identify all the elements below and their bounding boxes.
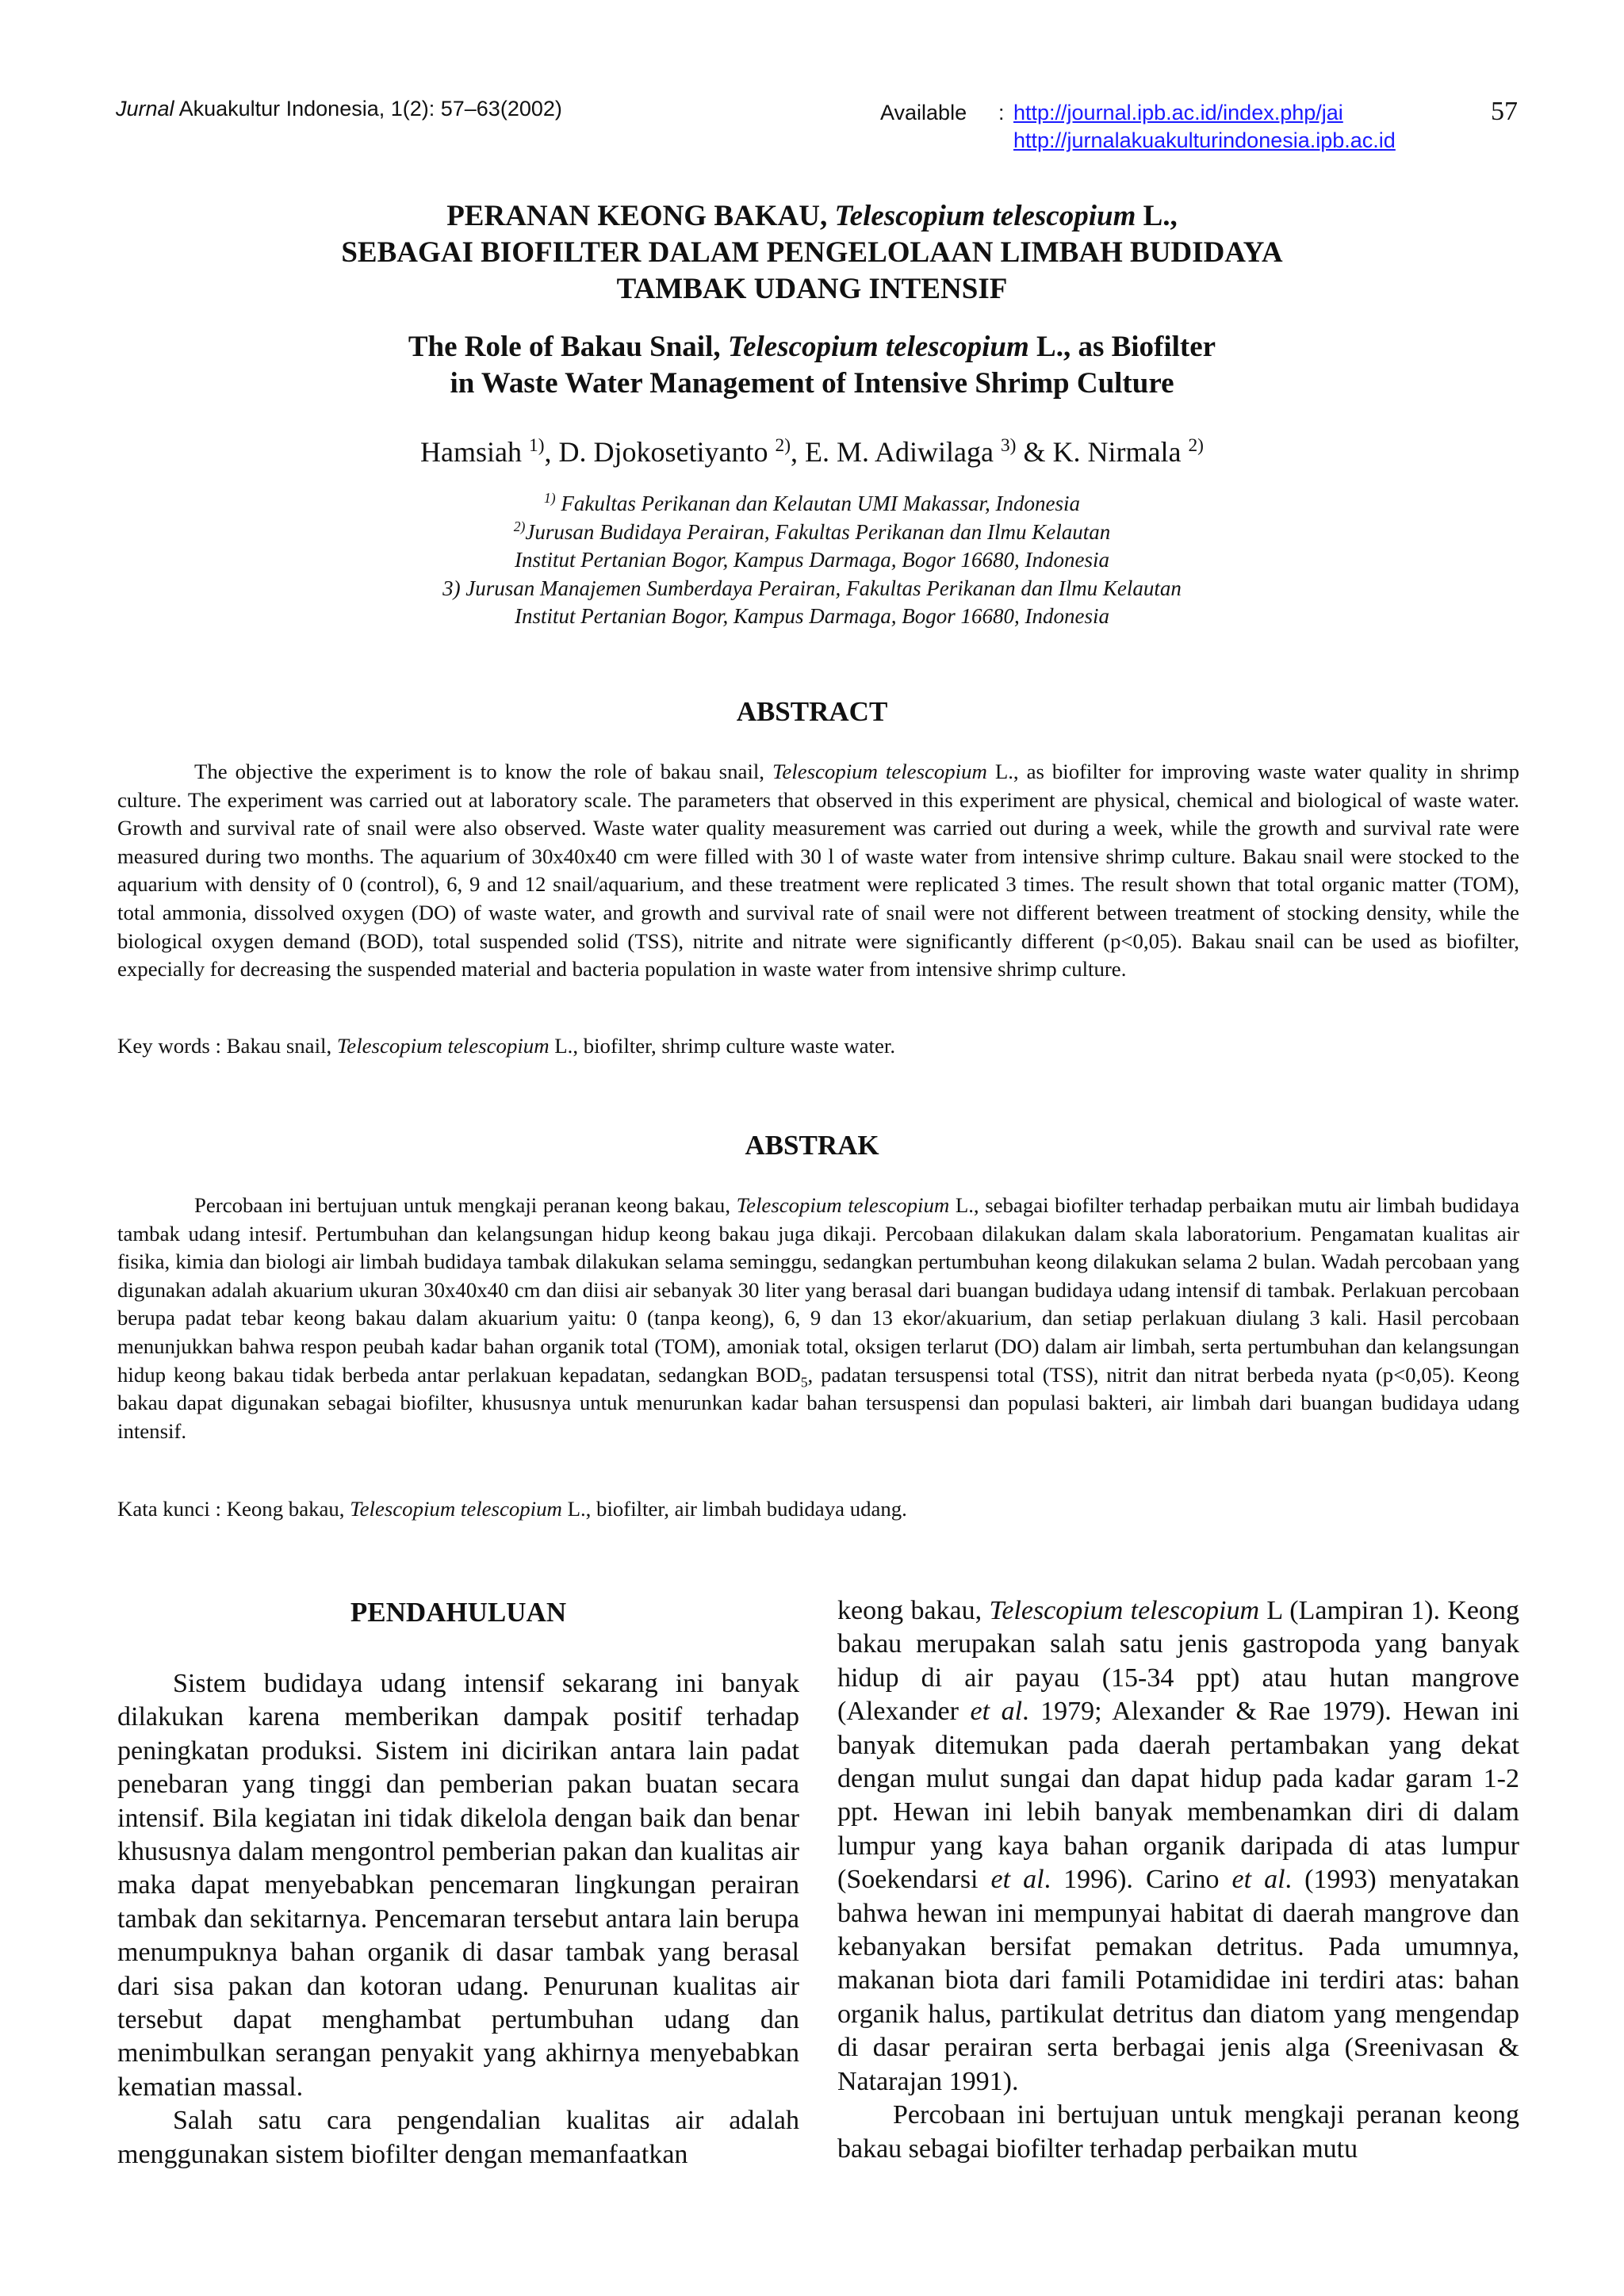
keywords: Key words : Bakau snail, Telescopium telescopium L., biofilter, shrimp culture waste water. bbox=[117, 1034, 896, 1058]
available-colon: : bbox=[998, 101, 1005, 124]
available-label: Available bbox=[880, 101, 967, 124]
affiliation-2: $^{2)}$Jurusan Budidaya Perairan, Fakultas Perikanan dan Ilmu Kelautan bbox=[513, 518, 1111, 544]
journal-ref: Akuakultur Indonesia, 1(2): 57–63(2002) bbox=[178, 97, 562, 121]
affiliation-3: 3) Jurusan Manajemen Sumberdaya Perairan, Fakultas Perikanan dan Ilmu Kelautan bbox=[442, 576, 1182, 600]
journal-link-primary[interactable]: http://journal.ipb.ac.id/index.php/jai bbox=[1013, 101, 1343, 124]
affiliation-1: $^{1)}$ Fakultas Perikanan dan Kelautan UMI Makassar, Indonesia bbox=[543, 490, 1081, 515]
species-name: Telescopium telescopium bbox=[834, 200, 1136, 232]
right-column bbox=[837, 1594, 1519, 2166]
journal-link-secondary[interactable]: http://jurnalakuakulturindonesia.ipb.ac.id bbox=[1013, 128, 1396, 152]
intro-paragraph-objective: Percobaan ini bertujuan untuk mengkaji peranan keong bakau sebagai biofilter terhadap perbaikan mutu bbox=[837, 2100, 1519, 2164]
abstrak-heading: ABSTRAK bbox=[745, 1130, 879, 1161]
pendahuluan-heading: PENDAHULUAN bbox=[350, 1597, 567, 1628]
abstrak-text: Percobaan ini bertujuan untuk mengkaji peranan keong bakau, Telescopium telescopium L., sebagai biofilter terhadap perbaikan mutu air limbah budidaya tambak udang intesif. Pertumbuhan dan kelangsungan hidup keong bakau juga dikaji. Percobaan dilakukan dalam skala laboratorium. Pengamatan kualitas air fisika, kimia dan biologi air limbah budidaya tambak dilakukan selama seminggu, sedangkan pertumbuhan keong dilakukan selama 2 bulan. Wadah percobaan yang digunakan adalah akuarium ukuran 30x40x40 cm dan diisi air sebanyak 30 liter yang berasal dari buangan budidaya udang intensif di tambak. Perlakuan percobaan berupa padat tebar keong bakau dalam akuarium yaitu: 0 (tanpa keong), 6, 9 dan 13 ekor/akuarium, dan setiap perlakuan diulang 3 kali. Hasil percobaan menunjukkan bahwa respon peubah kadar bahan organik total (TOM), amoniak total, oksigen terlarut (DO) dalam air limbah, serta pertumbuhan dan kelangsungan hidup keong bakau tidak berbeda antar perlakuan kepadatan, sedangkan $BOD_5$, padatan tersuspensi total (TSS), nitrit dan nitrat berbeda nyata (p<0,05). Keong bakau dapat digunakan sebagai biofilter, khususnya untuk menurunkan kadar bahan tersuspensi dan populasi bakteri, air limbah dari buangan budidaya udang intensif. bbox=[117, 1193, 1520, 1443]
title-line-1: PERANAN KEONG BAKAU, Telescopium telescopium L., bbox=[446, 200, 1178, 232]
species-name: Telescopium telescopium bbox=[772, 760, 987, 783]
author-list: Hamsiah $^{1)}$, D. Djokosetiyanto $^{2)}$, E. M. Adiwilaga $^{3)}$ & K. Nirmala $^{2)}$ bbox=[420, 435, 1204, 468]
left-column bbox=[117, 1667, 799, 2172]
paper-title bbox=[0, 198, 1624, 308]
species-name: Telescopium telescopium bbox=[336, 1034, 550, 1058]
english-title bbox=[0, 329, 1624, 402]
english-title-line-1: The Role of Bakau Snail, Telescopium telescopium L., as Biofilter bbox=[408, 331, 1216, 363]
journal-citation bbox=[116, 97, 562, 121]
kata-kunci: Kata kunci : Keong bakau, Telescopium telescopium L., biofilter, air limbah budidaya udang. bbox=[117, 1497, 907, 1521]
english-title-line-2: in Waste Water Management of Intensive Shrimp Culture bbox=[450, 367, 1174, 400]
species-name: Telescopium telescopium bbox=[989, 1596, 1260, 1625]
intro-paragraph-2: Salah satu cara pengendalian kualitas air adalah menggunakan sistem biofilter dengan memanfaatkan bbox=[117, 2106, 799, 2169]
species-name: Telescopium telescopium bbox=[736, 1193, 950, 1217]
intro-paragraph-1: Sistem budidaya udang intensif sekarang ini banyak dilakukan karena memberikan dampak positif terhadap peningkatan produksi. Sistem ini dicirikan antara lain padat penebaran yang tinggi dan pemberian pakan buatan secara intensif. Bila kegiatan ini tidak dikelola dengan baik dan benar khususnya dalam mengontrol pemberian pakan dan kualitas air maka dapat menyebabkan pencemaran lingkungan perairan tambak dan sekitarnya. Pencemaran tersebut antara lain berupa menumpuknya bahan organik di dasar tambak yang berasal dari sisa pakan dan kotoran udang. Penurunan kualitas air tersebut dapat menghambat pertumbuhan udang dan menimbulkan serangan penyakit yang akhirnya menyebabkan kematian massal. bbox=[117, 1669, 799, 2102]
affiliations bbox=[0, 490, 1624, 631]
title-line-2: SEBAGAI BIOFILTER DALAM PENGELOLAAN LIMBAH BUDIDAYA bbox=[341, 236, 1283, 269]
affiliation-2-institute: Institut Pertanian Bogor, Kampus Darmaga, Bogor 16680, Indonesia bbox=[514, 548, 1109, 572]
title-line-3: TAMBAK UDANG INTENSIF bbox=[616, 273, 1008, 305]
affiliation-3-institute: Institut Pertanian Bogor, Kampus Darmaga, Bogor 16680, Indonesia bbox=[514, 604, 1109, 628]
abstract-text: The objective the experiment is to know the role of bakau snail, Telescopium telescopium L., as biofilter for improving waste water quality in shrimp culture. The experiment was carried out at laboratory scale. The parameters that observed in this experiment are physical, chemical and biological of waste water. Growth and survival rate of snail were also observed. Waste water quality measurement was carried out during a week, while the growth and survival rate were measured during two months. The aquarium of 30x40x40 cm were filled with 30 l of waste water from intensive shrimp culture. Bakau snail were stocked to the aquarium with density of 0 (control), 6, 9 and 12 snail/aquarium, and these treatment were replicated 3 times. The result shown that total organic matter (TOM), total ammonia, dissolved oxygen (DO) of waste water, and growth and survival rate of snail were not different between treatment of stocking density, while the biological oxygen demand (BOD), total suspended solid (TSS), nitrite and nitrate were significantly different (p<0,05). Bakau snail can be used as biofilter, expecially for decreasing the suspended material and bacteria population in waste water from intensive shrimp culture. bbox=[117, 760, 1520, 982]
journal-word: Jurnal bbox=[116, 97, 174, 121]
page-number: 57 bbox=[1491, 97, 1518, 126]
abstract-heading: ABSTRACT bbox=[736, 696, 888, 727]
intro-paragraph-continued: keong bakau, Telescopium telescopium L (Lampiran 1). Keong bakau merupakan salah satu jenis gastropoda yang banyak hidup di air payau (15-34 ppt) atau hutan mangrove (Alexander et al. 1979; Alexander & Rae 1979). Hewan ini banyak ditemukan pada daerah pertambakan yang dekat dengan mulut sungai dan dapat hidup pada kadar garam 1-2 ppt. Hewan ini lebih banyak membenamkan diri di dalam lumpur yang kaya bahan organik daripada di atas lumpur (Soekendarsi et al. 1996). Carino et al. (1993) menyatakan bahwa hewan ini mempunyai habitat di daerah mangrove dan kebanyakan bersifat pemakan detritus. Pada umumnya, makanan biota dari famili Potamididae ini terdiri atas: bahan organik halus, partikulat detritus dan diatom yang mengendap di dasar perairan serta berbagai jenis alga (Sreenivasan & Natarajan 1991). bbox=[837, 1596, 1520, 2096]
species-name: Telescopium telescopium bbox=[350, 1497, 562, 1521]
species-name: Telescopium telescopium bbox=[727, 331, 1029, 363]
